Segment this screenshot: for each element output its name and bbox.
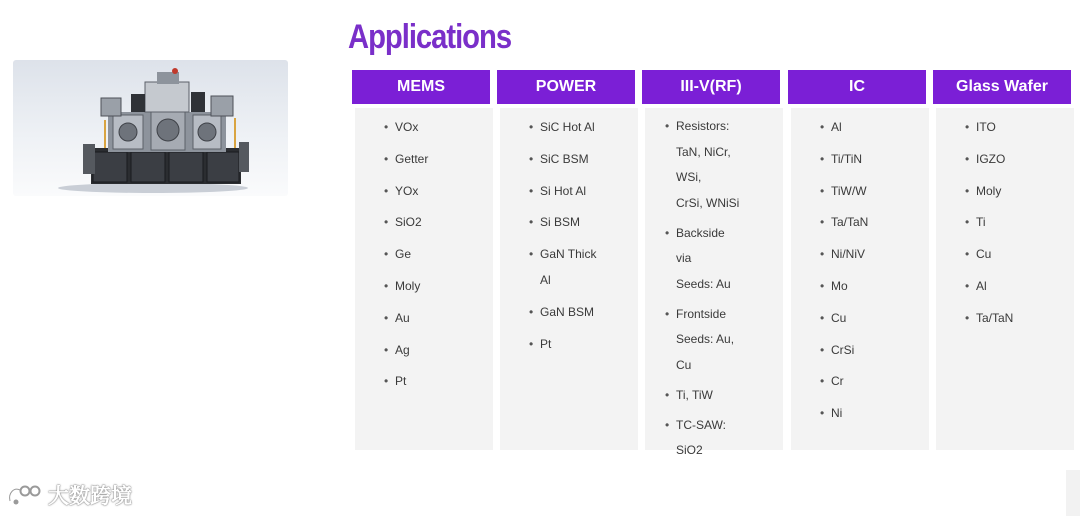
- list-item: • Ti, TiW: [645, 383, 783, 409]
- list-item: • Cu: [791, 305, 929, 331]
- list-item: • TiW/W: [791, 178, 929, 204]
- list-item: • IGZO: [936, 146, 1074, 172]
- column-header-iii-v-rf: III-V(RF): [642, 70, 780, 104]
- watermark-text: 大数跨境: [48, 485, 132, 508]
- material-list: [500, 114, 638, 363]
- page-title: Applications: [348, 18, 512, 56]
- material-list: [645, 114, 783, 468]
- column-iii-v-rf: [642, 70, 780, 457]
- list-item: • Cu: [936, 241, 1074, 267]
- list-item: • Pt: [355, 368, 493, 394]
- list-item: • Frontside Seeds: Au, Cu: [645, 302, 783, 379]
- list-item: • Cr: [791, 368, 929, 394]
- list-item: • GaN BSM: [500, 299, 638, 325]
- column-header-mems: MEMS: [352, 70, 490, 104]
- column-body-mems: [355, 108, 493, 450]
- list-item: • Ti/TiN: [791, 146, 929, 172]
- list-item: • Pt: [500, 331, 638, 357]
- list-item: • Au: [355, 305, 493, 331]
- watermark-logo-icon: [6, 481, 44, 509]
- list-item: • SiC BSM: [500, 146, 638, 172]
- column-body-power: [500, 108, 638, 450]
- column-body-iii-v-rf: [645, 108, 783, 457]
- column-power: [497, 70, 635, 450]
- list-item: • Backside via Seeds: Au: [645, 221, 783, 298]
- list-item: • Ge: [355, 241, 493, 267]
- material-list: [791, 114, 929, 432]
- column-glass-wafer: [933, 70, 1071, 450]
- list-item: • Getter: [355, 146, 493, 172]
- list-item: • Resistors: TaN, NiCr, WSi, CrSi, WNiSi: [645, 114, 783, 216]
- column-ic: [788, 70, 926, 450]
- list-item: • TC-SAW: SiO2: [645, 413, 783, 464]
- list-item: • Ti: [936, 209, 1074, 235]
- list-item: • Ag: [355, 337, 493, 363]
- equipment-image: [13, 60, 288, 196]
- equipment-illustration: [13, 60, 288, 196]
- list-item: • Si Hot Al: [500, 178, 638, 204]
- list-item: • SiO2: [355, 209, 493, 235]
- list-item: • GaN Thick Al: [500, 241, 638, 293]
- column-header-glass-wafer: Glass Wafer: [933, 70, 1071, 104]
- list-item: • Moly: [936, 178, 1074, 204]
- list-item: • SiC Hot Al: [500, 114, 638, 140]
- list-item: • Ni: [791, 400, 929, 426]
- side-tab: [1066, 470, 1080, 516]
- list-item: • Al: [936, 273, 1074, 299]
- list-item: • ITO: [936, 114, 1074, 140]
- list-item: • Moly: [355, 273, 493, 299]
- list-item: • Al: [791, 114, 929, 140]
- column-header-power: POWER: [497, 70, 635, 104]
- material-list: [936, 114, 1074, 337]
- material-list: [355, 114, 493, 400]
- column-header-ic: IC: [788, 70, 926, 104]
- column-body-glass-wafer: [936, 108, 1074, 450]
- list-item: • Mo: [791, 273, 929, 299]
- list-item: • Ni/NiV: [791, 241, 929, 267]
- list-item: • Ta/TaN: [936, 305, 1074, 331]
- column-mems: [352, 70, 490, 450]
- list-item: • VOx: [355, 114, 493, 140]
- list-item: • Ta/TaN: [791, 209, 929, 235]
- list-item: • Si BSM: [500, 209, 638, 235]
- list-item: • CrSi: [791, 337, 929, 363]
- watermark: [6, 480, 132, 510]
- column-body-ic: [791, 108, 929, 450]
- list-item: • YOx: [355, 178, 493, 204]
